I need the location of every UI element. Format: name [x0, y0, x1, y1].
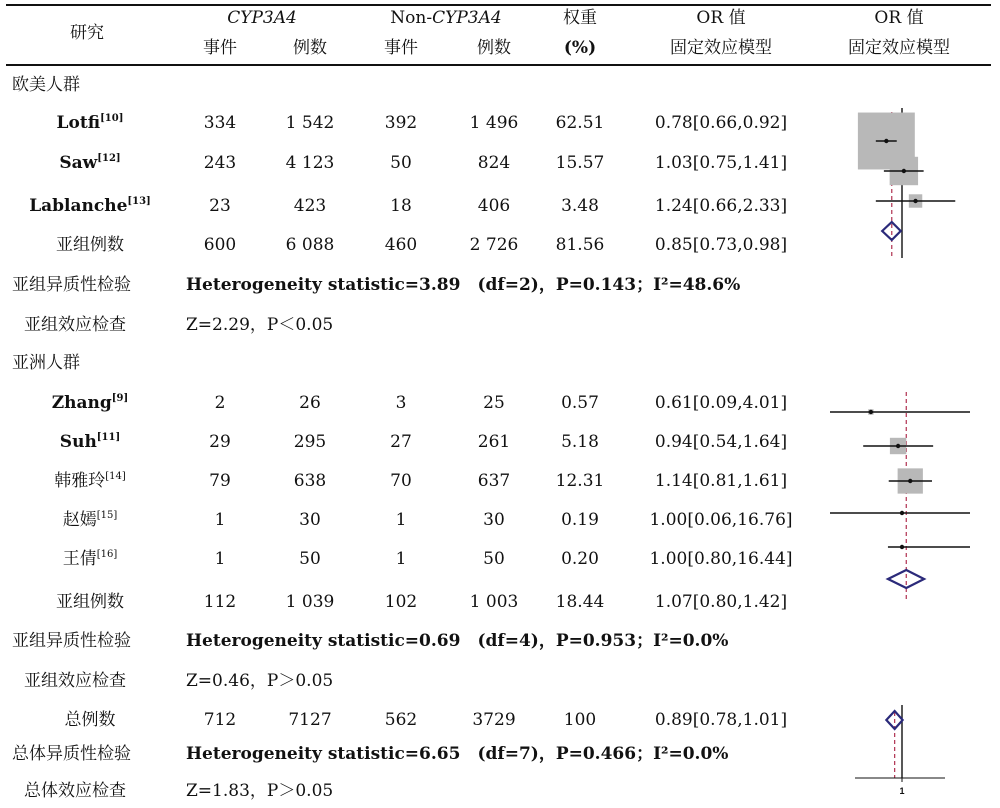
- heterogeneity-text: Heterogeneity statistic=3.89 (df=2)，P=0.143；I²=48.6%: [186, 275, 741, 295]
- heterogeneity-label: 亚组异质性检验: [12, 631, 131, 651]
- header-events-non: 事件: [384, 38, 418, 58]
- cell-weight: 0.57: [561, 393, 599, 413]
- cell-cases-non: 50: [483, 549, 505, 569]
- effect-label: 亚组效应检查: [24, 671, 126, 691]
- cell-weight: 18.44: [555, 592, 605, 612]
- total-heterogeneity-label: 总体异质性检验: [12, 744, 131, 764]
- cell-or: 0.89[0.78,1.01]: [654, 710, 788, 730]
- study-name: Lablanche[13]: [29, 196, 151, 216]
- study-name: Saw[12]: [59, 153, 121, 173]
- header-cyp3a4: CYP3A4: [227, 8, 297, 28]
- header-non-cyp3a4: Non-CYP3A4: [390, 8, 502, 28]
- cell-events-non: 102: [384, 592, 418, 612]
- cell-weight: 62.51: [555, 113, 605, 133]
- cell-events: 243: [203, 153, 237, 173]
- study-name: Suh[11]: [59, 432, 121, 452]
- heterogeneity-label: 亚组异质性检验: [12, 275, 131, 295]
- cell-cases-non: 637: [477, 471, 511, 491]
- cell-events: 1: [214, 510, 226, 530]
- cell-or: 0.85[0.73,0.98]: [654, 235, 788, 255]
- cell-cases: 295: [293, 432, 327, 452]
- study-name: 韩雅玲[14]: [54, 471, 126, 491]
- cell-events-non: 50: [390, 153, 412, 173]
- cell-events-non: 27: [390, 432, 412, 452]
- header-or-label: OR 值: [696, 8, 746, 28]
- cell-events-non: 3: [395, 393, 407, 413]
- cell-cases: 423: [293, 196, 327, 216]
- subtotal-label: 亚组例数: [56, 592, 124, 612]
- point-estimate: [869, 410, 873, 414]
- subtotal-diamond: [888, 570, 924, 588]
- total-effect-label: 总体效应检查: [24, 781, 126, 801]
- cell-or: 0.94[0.54,1.64]: [654, 432, 788, 452]
- cell-or: 1.07[0.80,1.42]: [654, 592, 788, 612]
- effect-label: 亚组效应检查: [24, 315, 126, 335]
- cell-cases-non: 2 726: [469, 235, 519, 255]
- cell-or: 1.24[0.66,2.33]: [654, 196, 788, 216]
- header-weight-unit: (%): [563, 38, 597, 58]
- cell-cases: 7127: [288, 710, 332, 730]
- cell-events-non: 18: [390, 196, 412, 216]
- cell-events-non: 460: [384, 235, 418, 255]
- effect-text: Z=0.46，P＞0.05: [186, 671, 334, 691]
- cell-events-non: 562: [384, 710, 418, 730]
- cell-or: 0.78[0.66,0.92]: [654, 113, 788, 133]
- cell-weight: 15.57: [555, 153, 605, 173]
- total-effect-text: Z=1.83，P＞0.05: [186, 781, 334, 801]
- point-estimate: [913, 199, 917, 203]
- cell-events: 29: [209, 432, 231, 452]
- cell-weight: 3.48: [561, 196, 599, 216]
- header-cases: 例数: [293, 38, 327, 58]
- cell-weight: 5.18: [561, 432, 599, 452]
- x-axis-tick-label: 1: [899, 786, 905, 796]
- cell-or: 0.61[0.09,4.01]: [654, 393, 788, 413]
- cell-or: 1.00[0.06,16.76]: [649, 510, 793, 530]
- cell-events: 79: [209, 471, 231, 491]
- point-estimate: [896, 444, 900, 448]
- cell-cases-non: 30: [483, 510, 505, 530]
- header-events: 事件: [203, 38, 237, 58]
- study-name: Zhang[9]: [51, 393, 129, 413]
- cell-events: 23: [209, 196, 231, 216]
- cell-weight: 0.19: [561, 510, 599, 530]
- cell-events-non: 70: [390, 471, 412, 491]
- header-study: 研究: [70, 23, 104, 43]
- cell-cases: 50: [299, 549, 321, 569]
- cell-cases-non: 261: [477, 432, 511, 452]
- point-estimate: [902, 169, 906, 173]
- effect-text: Z=2.29，P＜0.05: [186, 315, 334, 335]
- heterogeneity-text: Heterogeneity statistic=0.69 (df=4)，P=0.953；I²=0.0%: [186, 631, 729, 651]
- cell-cases-non: 25: [483, 393, 505, 413]
- point-estimate: [900, 511, 904, 515]
- study-name: Lotfi[10]: [56, 113, 124, 133]
- cell-events: 712: [203, 710, 237, 730]
- cell-events-non: 1: [395, 549, 407, 569]
- point-estimate: [908, 479, 912, 483]
- cell-weight: 12.31: [555, 471, 605, 491]
- header-cases-non: 例数: [477, 38, 511, 58]
- cell-cases: 4 123: [285, 153, 335, 173]
- cell-cases: 6 088: [285, 235, 335, 255]
- cell-weight: 100: [563, 710, 597, 730]
- cell-events: 600: [203, 235, 237, 255]
- cell-cases: 1 542: [285, 113, 335, 133]
- group-title: 欧美人群: [12, 75, 80, 95]
- cell-cases: 1 039: [285, 592, 335, 612]
- cell-or: 1.14[0.81,1.61]: [654, 471, 788, 491]
- header-or-label-plot: OR 值: [874, 8, 924, 28]
- cell-events-non: 392: [384, 113, 418, 133]
- study-name: 赵嫣[15]: [62, 510, 118, 530]
- cell-or: 1.00[0.80,16.44]: [649, 549, 793, 569]
- cell-cases: 638: [293, 471, 327, 491]
- cell-cases-non: 406: [477, 196, 511, 216]
- cell-events-non: 1: [395, 510, 407, 530]
- cell-cases-non: 824: [477, 153, 511, 173]
- cell-events: 334: [203, 113, 237, 133]
- total-label: 总例数: [64, 710, 116, 730]
- cell-weight: 0.20: [561, 549, 599, 569]
- header-model: 固定效应模型: [670, 38, 772, 58]
- cell-events: 112: [203, 592, 237, 612]
- cell-cases: 26: [299, 393, 321, 413]
- subtotal-label: 亚组例数: [56, 235, 124, 255]
- cell-cases-non: 1 003: [469, 592, 519, 612]
- cell-weight: 81.56: [555, 235, 605, 255]
- cell-cases-non: 1 496: [469, 113, 519, 133]
- group-title: 亚洲人群: [12, 353, 80, 373]
- header-model-plot: 固定效应模型: [848, 38, 950, 58]
- study-name: 王倩[16]: [62, 549, 118, 569]
- header-weight: 权重: [563, 8, 597, 28]
- point-estimate: [900, 545, 904, 549]
- cell-or: 1.03[0.75,1.41]: [654, 153, 788, 173]
- cell-cases-non: 3729: [472, 710, 516, 730]
- point-estimate: [884, 139, 888, 143]
- cell-cases: 30: [299, 510, 321, 530]
- cell-events: 2: [214, 393, 226, 413]
- cell-events: 1: [214, 549, 226, 569]
- total-heterogeneity-text: Heterogeneity statistic=6.65 (df=7)，P=0.466；I²=0.0%: [186, 744, 729, 764]
